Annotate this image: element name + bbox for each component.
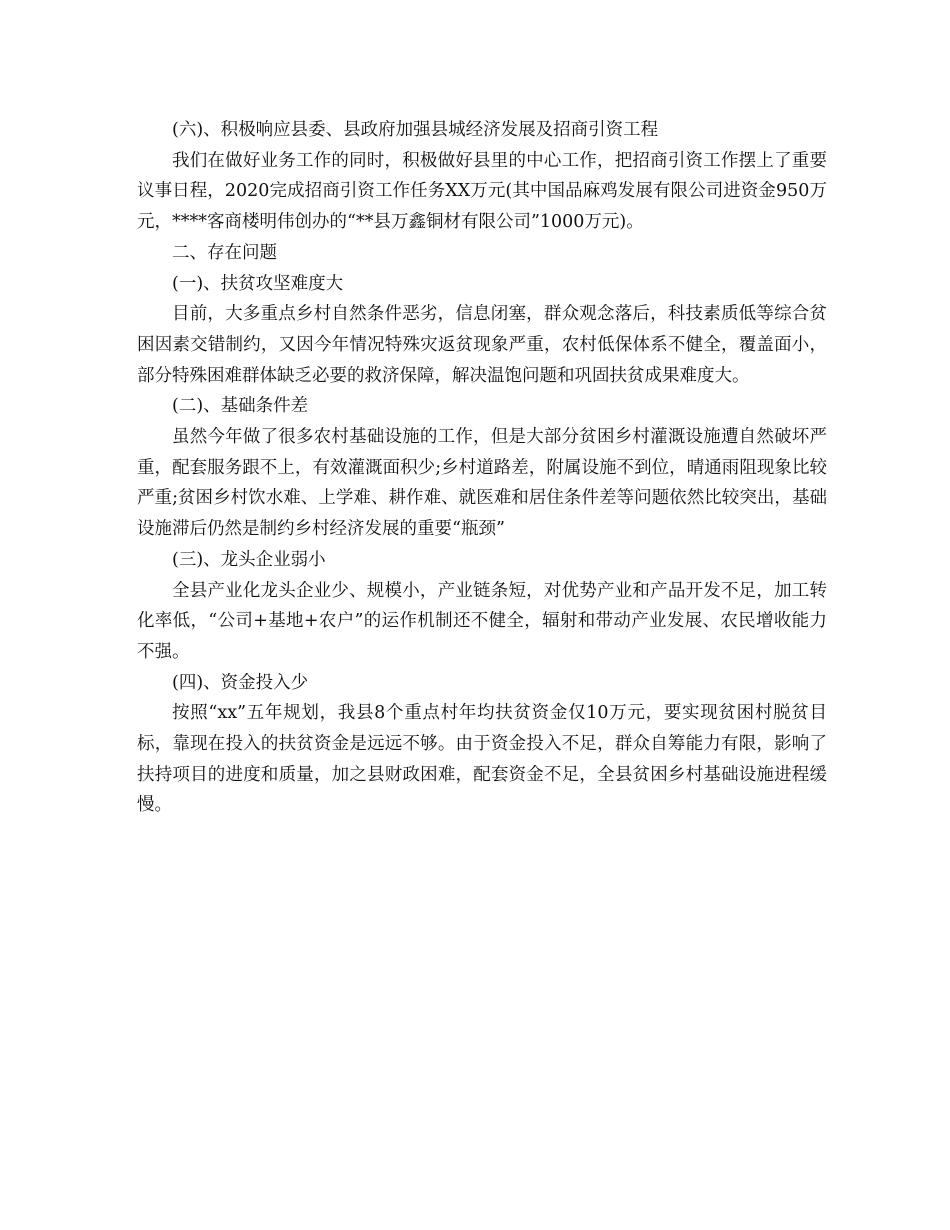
section-heading-problems: 二、存在问题 bbox=[172, 242, 277, 263]
subheading-infrastructure: (二)、基础条件差 bbox=[172, 396, 309, 417]
subheading-leading-enterprises: (三)、龙头企业弱小 bbox=[172, 549, 326, 570]
paragraph-investment-work: 我们在做好业务工作的同时，积极做好县里的中心工作，把招商引资工作摆上了重要议事日程，2020完成招商引资工作任务XX万元(其中国品麻鸡发展有限公司进资金950万元，****客商楼明伟创办的“**县万鑫铜材有限公司”1000万元)。 bbox=[137, 150, 827, 233]
section-heading-six: (六)、积极响应县委、县政府加强县城经济发展及招商引资工程 bbox=[172, 120, 659, 140]
document-body bbox=[137, 115, 827, 821]
paragraph-leading-enterprises: 全县产业化龙头企业少、规模小，产业链条短，对优势产业和产品开发不足，加工转化率低，“公司+基地+农户”的运作机制还不健全，辐射和带动产业发展、农民增收能力不强。 bbox=[137, 580, 827, 662]
subheading-poverty-difficulty: (一)、扶贫攻坚难度大 bbox=[172, 273, 344, 294]
paragraph-infrastructure: 虽然今年做了很多农村基础设施的工作，但是大部分贫困乡村灌溉设施遭自然破坏严重，配套服务跟不上，有效灌溉面积少;乡村道路差，附属设施不到位，晴通雨阻现象比较严重;贫困乡村饮水难、上学难、耕作难、就医难和居住条件差等问题依然比较突出，基础设施滞后仍然是制约乡村经济发展的重要“瓶颈” bbox=[137, 427, 827, 540]
subheading-funding: (四)、资金投入少 bbox=[172, 672, 309, 693]
paragraph-poverty-difficulty: 目前，大多重点乡村自然条件恶劣，信息闭塞，群众观念落后，科技素质低等综合贫困因素交错制约，又因今年情况特殊灾返贫现象严重，农村低保体系不健全，覆盖面小，部分特殊困难群体缺乏必要的救济保障，解决温饱问题和巩固扶贫成果难度大。 bbox=[137, 304, 827, 386]
paragraph-funding: 按照“xx”五年规划，我县8个重点村年均扶贫资金仅10万元，要实现贫困村脱贫目标，靠现在投入的扶贫资金是远远不够。由于资金投入不足，群众自筹能力有限，影响了扶持项目的进度和质量，加之县财政困难，配套资金不足，全县贫困乡村基础设施进程缓慢。 bbox=[137, 703, 827, 816]
